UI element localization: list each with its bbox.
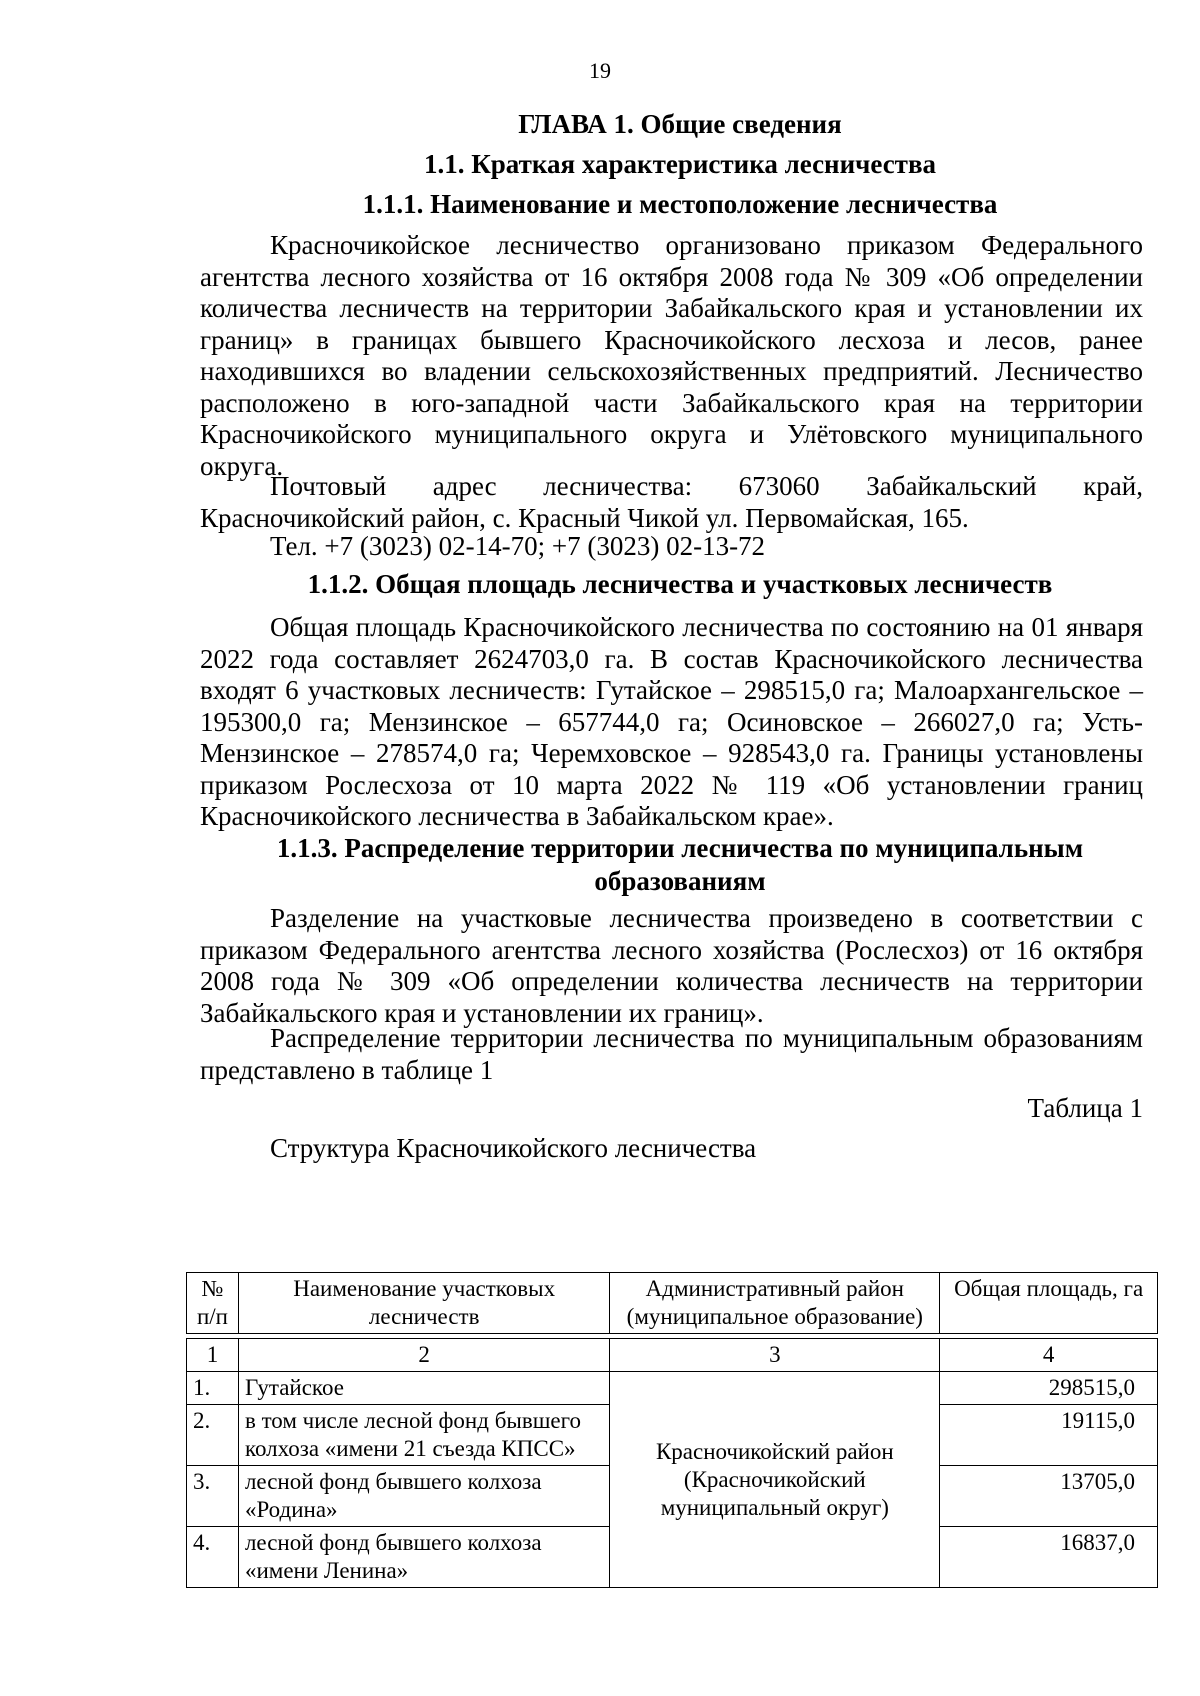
paragraph-location [200,230,1143,482]
paragraph-phone-text: Тел. +7 (3023) 02-14-70; +7 (3023) 02-13-72 [270,531,766,561]
paragraph-address-text: Почтовый адрес лесничества: 673060 Забайкальский край, Красночикойский район, с. Красный Чикой ул. Первомайская, 165. [200,471,1143,533]
row-name: лесной фонд бывшего колхоза «Родина» [238,1466,609,1527]
row-name: Гутайское [238,1372,609,1405]
column-number: 1 [187,1339,239,1372]
row-name: лесной фонд бывшего колхоза «имени Ленина» [238,1527,609,1588]
section-heading-1-1-1: 1.1.1. Наименование и местоположение лесничества [362,189,998,219]
row-district: Красночикойский район (Красночикойский муниципальный округ) [610,1372,940,1588]
page-number: 19 [589,58,611,83]
table-column-numbers-row [187,1339,1158,1372]
row-name: в том числе лесной фонд бывшего колхоза «имени 21 съезда КПСС» [238,1405,609,1466]
paragraph-distribution-text: Распределение территории лесничества по муниципальным образованиям представлено в таблице 1 [200,1023,1143,1085]
section-heading-1-1: 1.1. Краткая характеристика лесничества [423,149,937,179]
table-label: Таблица 1 [1027,1093,1143,1123]
paragraph-area [200,612,1143,833]
section-heading-1-1-2: 1.1.2. Общая площадь лесничества и участковых лесничеств [307,569,1053,599]
paragraph-address [200,471,1143,534]
row-number: 4. [187,1527,239,1588]
row-area: 13705,0 [940,1466,1158,1527]
chapter-title: ГЛАВА 1. Общие сведения [518,109,842,139]
paragraph-distribution [200,1023,1143,1086]
paragraph-phone [200,531,1143,563]
section-heading-1-1-3-line1: 1.1.3. Распределение территории лесничества по муниципальным [276,833,1084,863]
section-heading-1-1-3 [200,832,1160,898]
column-number: 4 [940,1339,1158,1372]
column-number: 3 [610,1339,940,1372]
paragraph-area-text: Общая площадь Красночикойского лесничества по состоянию на 01 января 2022 года составляет 2624703,0 га. В состав Красночикойского лесничества входят 6 участковых лесничеств: Гутайское – 298515,0 га; Малоархангельское – 195300,0 га; Мензинское – 657744,0 га; Осиновское – 266027,0 га; Усть-Мензинское – 278574,0 га; Черемховское – 928543,0 га. Границы установлены приказом Рослесхоза от 10 марта 2022 № 119 «Об установлении границ Красночикойского лесничества в Забайкальском крае». [200,612,1143,831]
row-area: 16837,0 [940,1527,1158,1588]
paragraph-location-text: Красночикойское лесничество организовано приказом Федерального агентства лесного хозяйства от 16 октября 2008 года № 309 «Об определении количества лесничеств на территории Забайкальского края и установлении их границ» в границах бывшего Красночикойского лесхоза и лесов, ранее находившихся во владении сельскохозяйственных предприятий. Лесничество расположено в юго-западной части Забайкальского края на территории Красночикойского муниципального округа и Улётовского муниципального округа. [200,230,1143,481]
table-row [187,1372,1158,1405]
header-district: Административный район (муниципальное образование) [610,1273,940,1334]
row-number: 2. [187,1405,239,1466]
forestry-structure-table [186,1272,1158,1588]
paragraph-division-text: Разделение на участковые лесничества произведено в соответствии с приказом Федерального агентства лесного хозяйства (Рослесхоз) от 16 октября 2008 года № 309 «Об определении количества лесничеств на территории Забайкальского края и установлении их границ». [200,903,1143,1028]
row-number: 1. [187,1372,239,1405]
header-area: Общая площадь, га [940,1273,1158,1334]
row-area: 19115,0 [940,1405,1158,1466]
table-caption: Структура Красночикойского лесничества [270,1133,757,1163]
header-name: Наименование участковых лесничеств [238,1273,609,1334]
column-number: 2 [238,1339,609,1372]
paragraph-division [200,903,1143,1029]
section-heading-1-1-3-line2: образованиям [594,866,766,896]
header-number: № п/п [187,1273,239,1334]
table-header-row [187,1273,1158,1334]
row-area: 298515,0 [940,1372,1158,1405]
row-number: 3. [187,1466,239,1527]
